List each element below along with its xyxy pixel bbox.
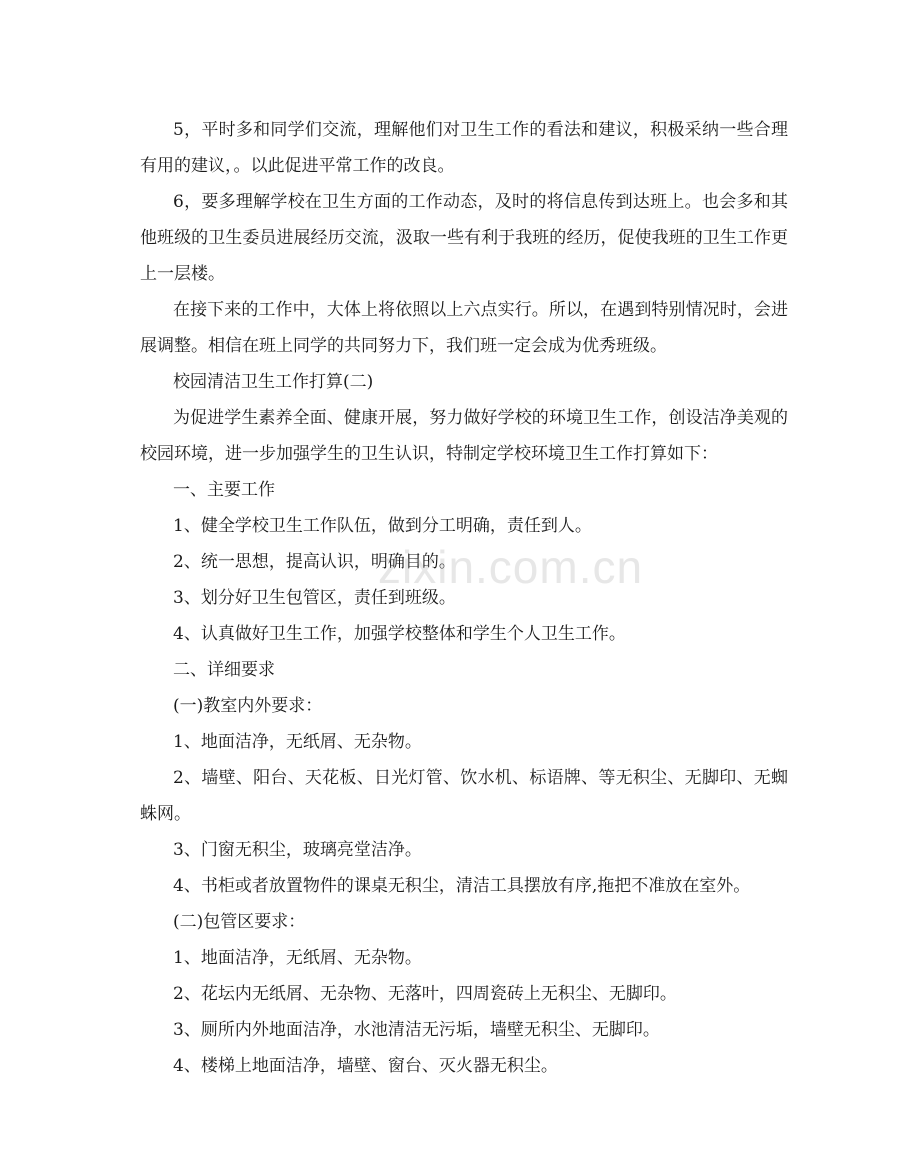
list-item: 1、地面洁净，无纸屑、无杂物。 — [173, 732, 422, 752]
paragraph-item-5: 5，平时多和同学们交流，理解他们对卫生工作的看法和建议，积极采纳一些合理有用的建议，。以此促进平常工作的改良。 — [140, 120, 788, 176]
list-item: 1、地面洁净，无纸屑、无杂物。 — [173, 948, 422, 968]
list-item: 1、健全学校卫生工作队伍，做到分工明确，责任到人。 — [173, 516, 592, 536]
list-item: 4、楼梯上地面洁净，墙壁、窗台、灭火器无积尘。 — [173, 1056, 558, 1076]
list-item: 3、划分好卫生包管区，责任到班级。 — [173, 588, 456, 608]
watermark: zixin.com.cn — [378, 541, 644, 593]
section-title: 校园清洁卫生工作打算(二) — [173, 372, 374, 392]
paragraph-item-6: 6，要多理解学校在卫生方面的工作动态，及时的将信息传到达班上。也会多和其他班级的卫生委员进展经历交流，汲取一些有利于我班的经历，促使我班的卫生工作更上一层楼。 — [140, 192, 788, 284]
list-item: 2、墙壁、阳台、天花板、日光灯管、饮水机、标语牌、等无积尘、无脚印、无蜘蛛网。 — [140, 768, 788, 824]
paragraph-intro: 为促进学生素养全面、健康开展，努力做好学校的环境卫生工作，创设洁净美观的校园环境，进一步加强学生的卫生认识，特制定学校环境卫生工作打算如下： — [140, 408, 788, 464]
subheading-responsibility-area: (二)包管区要求： — [173, 912, 306, 932]
subheading-classroom: (一)教室内外要求： — [173, 696, 323, 716]
list-item: 3、门窗无积尘，玻璃亮堂洁净。 — [173, 840, 422, 860]
heading-detailed-requirements: 二、详细要求 — [173, 660, 275, 680]
list-item: 4、书柜或者放置物件的课桌无积尘，清洁工具摆放有序,拖把不准放在室外。 — [173, 876, 751, 896]
list-item: 2、统一思想，提高认识，明确目的。 — [173, 552, 456, 572]
document-body — [140, 112, 788, 1084]
heading-main-work: 一、主要工作 — [173, 480, 275, 500]
list-item: 3、厕所内外地面洁净，水池清洁无污垢，墙壁无积尘、无脚印。 — [173, 1020, 660, 1040]
list-item: 2、花坛内无纸屑、无杂物、无落叶，四周瓷砖上无积尘、无脚印。 — [173, 984, 677, 1004]
list-item: 4、认真做好卫生工作，加强学校整体和学生个人卫生工作。 — [173, 624, 626, 644]
paragraph-conclusion: 在接下来的工作中，大体上将依照以上六点实行。所以，在遇到特别情况时，会进展调整。相信在班上同学的共同努力下，我们班一定会成为优秀班级。 — [140, 300, 788, 356]
